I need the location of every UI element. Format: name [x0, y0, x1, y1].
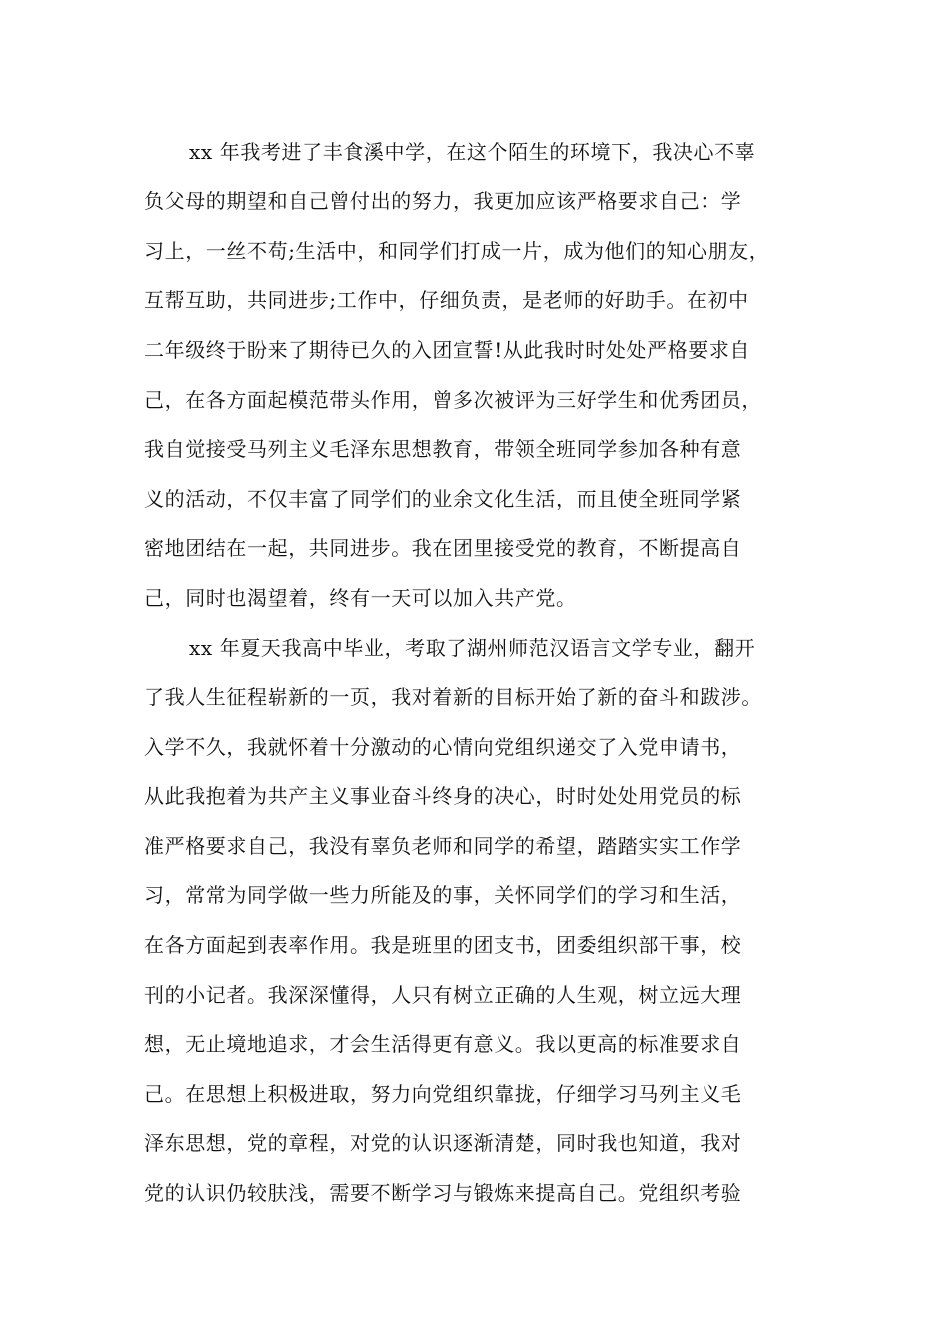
paragraph-2-line-11: 泽东思想，党的章程，对党的认识逐渐清楚，同时我也知道，我对 [144, 1131, 742, 1155]
paragraph-2-line-6: 习，常常为同学做一些力所能及的事，关怀同学们的学习和生活， [144, 883, 742, 907]
paragraph-1-line-9: 密地团结在一起，共同进步。我在团里接受党的教育，不断提高自 [144, 536, 742, 560]
paragraph-1-line-10: 己，同时也渴望着，终有一天可以加入共产党。 [144, 586, 577, 610]
paragraph-1-line-4: 互帮互助，共同进步;工作中，仔细负责，是老师的好助手。在初中 [144, 288, 749, 312]
paragraph-1-line-6: 己，在各方面起模范带头作用，曾多次被评为三好学生和优秀团员， [144, 388, 762, 412]
paragraph-2-line-9: 想，无止境地追求，才会生活得更有意义。我以更高的标准要求自 [144, 1032, 742, 1056]
paragraph-2-line-4: 从此我抱着为共产主义事业奋斗终身的决心，时时处处用党员的标 [144, 784, 742, 808]
paragraph-2-line-5: 准严格要求自己，我没有辜负老师和同学的希望，踏踏实实工作学 [144, 834, 742, 858]
paragraph-1-line-3: 习上，一丝不苟;生活中，和同学们打成一片，成为他们的知心朋友， [144, 239, 770, 263]
paragraph-2-line-8: 刊的小记者。我深深懂得，人只有树立正确的人生观，树立远大理 [144, 983, 742, 1007]
paragraph-2-line-10: 己。在思想上积极进取，努力向党组织靠拢，仔细学习马列主义毛 [144, 1082, 742, 1106]
paragraph-2-line-7: 在各方面起到表率作用。我是班里的团支书，团委组织部干事，校 [144, 933, 742, 957]
paragraph-1-line-8: 义的活动，不仅丰富了同学们的业余文化生活，而且使全班同学紧 [144, 487, 742, 511]
paragraph-1-line-7: 我自觉接受马列主义毛泽东思想教育，带领全班同学参加各种有意 [144, 437, 742, 461]
paragraph-1-line-1: xx 年我考进了丰食溪中学，在这个陌生的环境下，我决心不辜 [189, 140, 756, 164]
paragraph-2-line-2: 了我人生征程崭新的一页，我对着新的目标开始了新的奋斗和跋涉。 [144, 685, 762, 709]
paragraph-1-line-5: 二年级终于盼来了期待已久的入团宣誓!从此我时时处处严格要求自 [144, 338, 751, 362]
paragraph-1-line-2: 负父母的期望和自己曾付出的努力，我更加应该严格要求自己：学 [144, 189, 742, 213]
paragraph-2-line-3: 入学不久，我就怀着十分激动的心情向党组织递交了入党申请书， [144, 735, 742, 759]
paragraph-2-line-12: 党的认识仍较肤浅，需要不断学习与锻炼来提高自己。党组织考验 [144, 1181, 742, 1205]
paragraph-2-line-1: xx 年夏天我高中毕业，考取了湖州师范汉语言文学专业，翻开 [189, 636, 756, 660]
